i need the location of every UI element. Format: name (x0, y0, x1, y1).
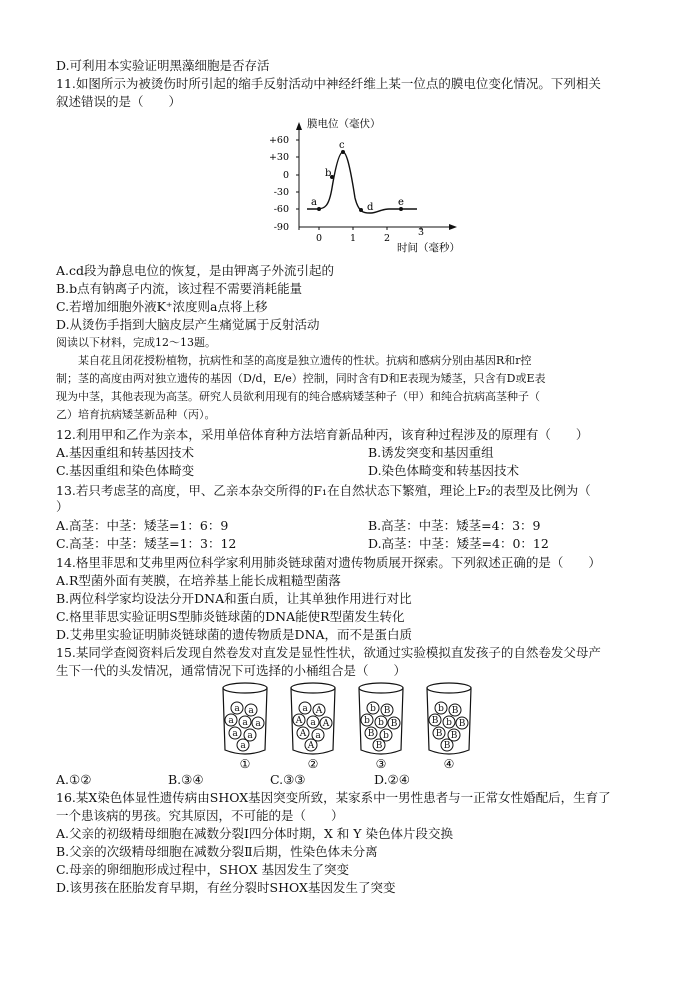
svg-text:B: B (435, 729, 443, 739)
q12-option-d: D.染色体畸变和转基因技术 (368, 463, 520, 478)
q14-option-a: A.R型菌外面有荚膜，在培养基上能长成粗糙型菌落 (56, 573, 341, 588)
svg-text:a: a (240, 741, 246, 751)
q15-stem-line1: 15.某同学查阅资料后发现自然卷发对直发是显性性状，欲通过实验模拟直发孩子的自然卷发父母产 (56, 645, 601, 660)
svg-text:A: A (295, 716, 303, 726)
point-a-label: a (311, 197, 317, 208)
buckets-figure (215, 680, 485, 772)
svg-text:B: B (367, 729, 375, 739)
q13-option-b: B.高茎：中茎：矮茎=4：3：9 (368, 518, 541, 533)
q16-option-c: C.母亲的卵细胞形成过程中，SHOX 基因发生了突变 (56, 862, 349, 877)
y-tick-label: 0 (282, 170, 289, 181)
q14-option-d: D.艾弗里实验证明肺炎链球菌的遗传物质是DNA，而不是蛋白质 (56, 627, 413, 642)
y-tick-label: -90 (273, 222, 289, 233)
q14-option-c: C.格里菲思实验证明S型肺炎链球菌的DNA能使R型菌发生转化 (56, 609, 405, 624)
svg-text:a: a (315, 731, 321, 741)
q16-option-b: B.父亲的次级精母细胞在减数分裂Ⅱ后期，性染色体未分离 (56, 844, 378, 859)
svg-text:B: B (443, 741, 451, 751)
x-tick-label: 2 (383, 233, 391, 244)
bucket-2 (291, 683, 335, 754)
q13-stem-line1: 13.若只考虑茎的高度，甲、乙亲本杂交所得的F₁在自然状态下繁殖，理论上F₂的表型及比例为（ (56, 483, 591, 498)
q16-stem-line2: 一个患该病的男孩。究其原因，不可能的是（ ） (56, 808, 344, 823)
q11-stem-line2: 叙述错误的是（ ） (56, 94, 182, 109)
svg-text:A: A (299, 729, 307, 739)
svg-text:b: b (364, 716, 370, 726)
q16-option-d: D.该男孩在胚胎发育早期，有丝分裂时SHOX基因发生了突变 (56, 880, 396, 895)
svg-text:a: a (247, 731, 253, 741)
graph-x-label: 时间（毫秒） (397, 242, 460, 254)
bucket-3 (359, 683, 403, 754)
svg-text:b: b (370, 704, 376, 714)
svg-text:b: b (383, 731, 389, 741)
passage-line3: 现为中茎，其他表现为高茎。研究人员欲利用现有的纯合感病矮茎种子（甲）和纯合抗病高茎种子（ (56, 390, 540, 403)
svg-text:B: B (450, 731, 458, 741)
q13-option-c: C.高茎：中茎：矮茎=1：3：12 (56, 536, 237, 551)
svg-text:a: a (232, 729, 238, 739)
y-tick-label: +60 (268, 135, 289, 146)
passage-intro: 阅读以下材料，完成12～13题。 (56, 336, 216, 349)
svg-text:B: B (375, 741, 383, 751)
svg-text:b: b (438, 704, 444, 714)
svg-text:a: a (248, 706, 254, 716)
svg-text:a: a (310, 718, 316, 728)
svg-text:b: b (378, 718, 384, 728)
q12-option-b: B.诱发突变和基因重组 (368, 445, 494, 460)
q13-option-d: D.高茎：中茎：矮茎=4：0：12 (368, 536, 549, 551)
svg-text:B: B (390, 719, 398, 729)
q15-option-a: A.①② (56, 772, 92, 787)
x-tick-label: 0 (315, 233, 323, 244)
q15-option-c: C.③③ (270, 772, 306, 787)
bucket-label: ④ (443, 757, 455, 771)
svg-text:B: B (451, 706, 459, 716)
q11-option-a: A.cd段为静息电位的恢复，是由钾离子外流引起的 (56, 263, 335, 278)
svg-text:a: a (234, 704, 240, 714)
q15-option-d: D.②④ (374, 772, 410, 787)
q12-stem: 12.利用甲和乙作为亲本，采用单倍体育种方法培育新品种丙，该育种过程涉及的原理有（ ） (56, 427, 589, 442)
y-tick-label: +30 (268, 152, 289, 163)
q13-option-a: A.高茎：中茎：矮茎=1：6：9 (56, 518, 229, 533)
q14-option-b: B.两位科学家均设法分开DNA和蛋白质，让其单独作用进行对比 (56, 591, 412, 606)
x-tick-label: 1 (349, 233, 357, 244)
q15-option-b: B.③④ (168, 772, 204, 787)
bucket-label: ② (307, 757, 319, 771)
q12-option-a: A.基因重组和转基因技术 (56, 445, 195, 460)
svg-text:B: B (458, 719, 466, 729)
svg-text:A: A (307, 741, 315, 751)
q11-option-d: D.从烫伤手指到大脑皮层产生痛觉属于反射活动 (56, 317, 320, 332)
q14-stem: 14.格里菲思和艾弗里两位科学家利用肺炎链球菌对遗传物质展开探索。下列叙述正确的是（ ） (56, 555, 601, 570)
point-b-label: b (325, 168, 332, 179)
svg-text:a: a (302, 704, 308, 714)
svg-text:B: B (383, 706, 391, 716)
q15-stem-line2: 生下一代的头发情况，通常情况下可选择的小桶组合是（ ） (56, 663, 407, 678)
passage-line2: 制；茎的高度由两对独立遗传的基因（D/d，E/e）控制，同时含有D和E表现为矮茎，只含有D或E表 (56, 372, 546, 385)
q16-stem-line1: 16.某X染色体显性遗传病由SHOX基因突变所致，某家系中一男性患者与一正常女性婚配后，生育了 (56, 790, 611, 805)
q11-stem-line1: 11.如图所示为被烫伤时所引起的缩手反射活动中神经纤维上某一位点的膜电位变化情况。下列相关 (56, 76, 601, 91)
passage-line4: 乙）培育抗病矮茎新品种（丙）。 (56, 408, 216, 421)
q16-option-a: A.父亲的初级精母细胞在减数分裂Ⅰ四分体时期，X 和 Y 染色体片段交换 (56, 826, 454, 841)
q10-option-d: D.可利用本实验证明黑藻细胞是否存活 (56, 58, 270, 73)
svg-text:a: a (228, 716, 234, 726)
svg-text:A: A (322, 719, 330, 729)
bucket-4 (427, 683, 471, 754)
svg-text:B: B (431, 716, 439, 726)
q11-option-b: B.b点有钠离子内流，该过程不需要消耗能量 (56, 281, 303, 296)
graph-y-label: 膜电位（毫伏） (307, 118, 381, 130)
bucket-label: ③ (375, 757, 387, 771)
point-e-label: e (398, 197, 404, 208)
bucket-label: ① (239, 757, 251, 771)
point-c-label: c (339, 140, 345, 151)
svg-text:a: a (255, 719, 261, 729)
membrane-potential-graph (255, 110, 485, 260)
svg-text:b: b (446, 718, 452, 728)
y-tick-label: -60 (273, 204, 289, 215)
svg-text:a: a (242, 718, 248, 728)
x-tick-label: 3 (417, 227, 425, 238)
q12-option-c: C.基因重组和染色体畸变 (56, 463, 195, 478)
q11-option-c: C.若增加细胞外液K⁺浓度则a点将上移 (56, 299, 268, 314)
svg-text:A: A (315, 706, 323, 716)
y-tick-label: -30 (273, 187, 289, 198)
bucket-1 (223, 683, 267, 754)
q13-stem-line2: ） (56, 499, 69, 514)
passage-line1: 某自花且闭花授粉植物，抗病性和茎的高度是独立遗传的性状。抗病和感病分别由基因R和r控 (56, 354, 532, 367)
point-d-label: d (367, 202, 374, 213)
